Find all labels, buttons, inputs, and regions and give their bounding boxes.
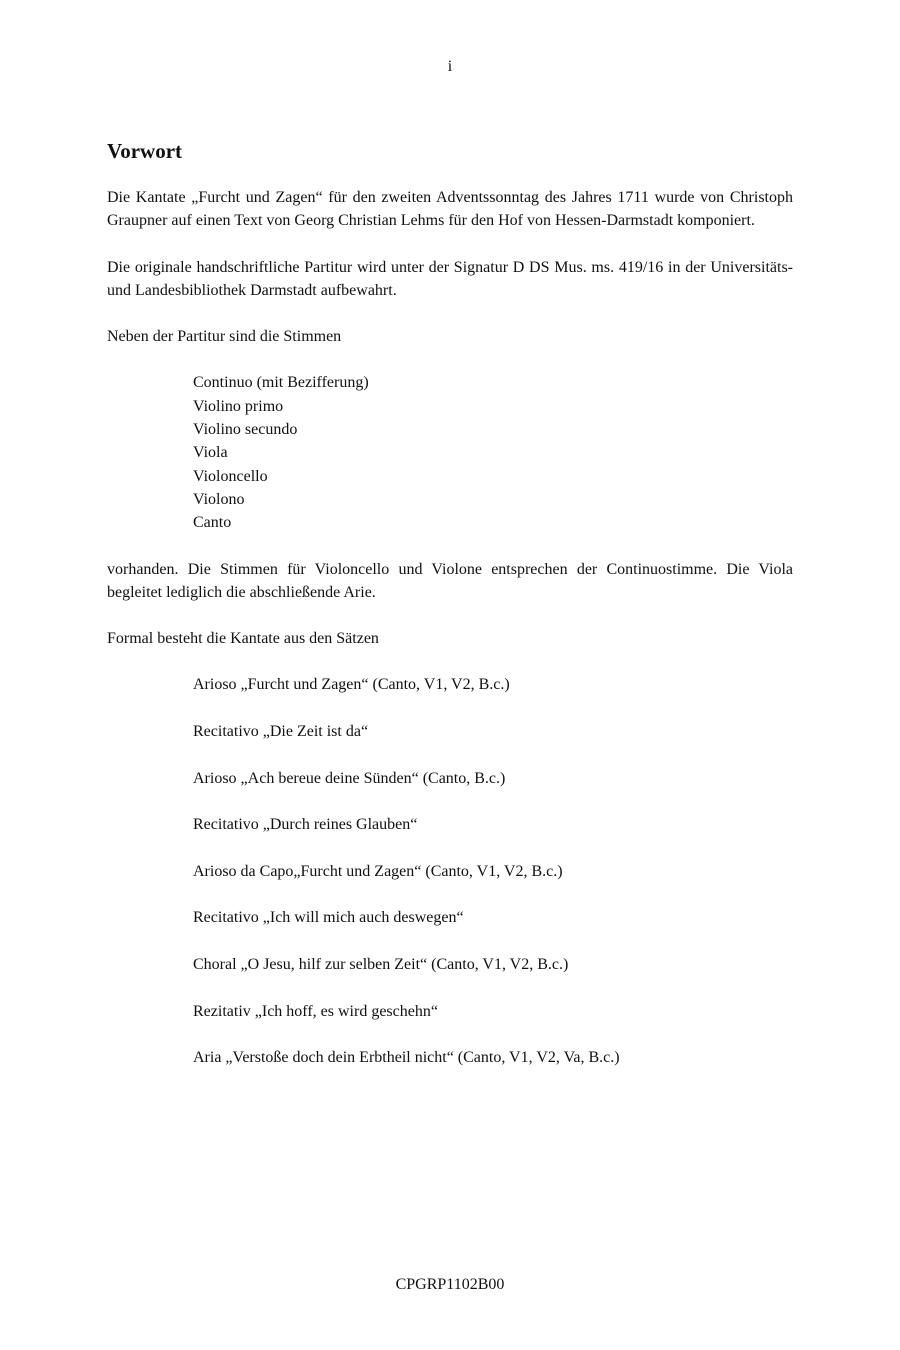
instrument-item: Violino secundo — [193, 421, 298, 439]
instrument-item: Violino primo — [193, 397, 284, 415]
movements-intro-paragraph: Formal besteht die Kantate aus den Sätzen — [107, 630, 379, 648]
instrument-item: Viola — [193, 444, 228, 462]
movement-item: Recitativo „Ich will mich auch deswegen“ — [193, 909, 464, 927]
footer-code: CPGRP1102B00 — [395, 1276, 505, 1293]
instrument-list — [193, 371, 793, 534]
movement-item: Recitativo „Die Zeit ist da“ — [193, 723, 369, 741]
movement-item: Aria „Verstoße doch dein Erbtheil nicht“ (Canto, V1, V2, Va, B.c.) — [193, 1049, 620, 1067]
movement-item: Rezitativ „Ich hoff, es wird geschehn“ — [193, 1002, 438, 1020]
instrument-item: Violono — [193, 490, 245, 508]
manuscript-paragraph: Die originale handschriftliche Partitur wird unter der Signatur D DS Mus. ms. 419/16 in der Universitäts- und Landesbibliothek Darmstadt aufbewahrt. — [107, 258, 793, 299]
section-title: Vorwort — [107, 139, 183, 163]
movement-list — [193, 673, 793, 1069]
movement-item: Choral „O Jesu, hilf zur selben Zeit“ (Canto, V1, V2, B.c.) — [193, 956, 569, 974]
instrument-item: Canto — [193, 514, 232, 532]
parts-outro-paragraph: vorhanden. Die Stimmen für Violoncello und Violone entsprechen der Continuostimme. Die Viola begleitet lediglich die abschließende Arie. — [107, 560, 793, 601]
movement-item: Arioso „Furcht und Zagen“ (Canto, V1, V2, B.c.) — [193, 676, 510, 694]
page-number: i — [447, 58, 453, 75]
movement-item: Arioso da Capo„Furcht und Zagen“ (Canto, V1, V2, B.c.) — [193, 862, 563, 880]
intro-paragraph: Die Kantate „Furcht und Zagen“ für den zweiten Adventssonntag des Jahres 1711 wurde von Christoph Graupner auf einen Text von Georg Christian Lehms für den Hof von Hessen-Darmstadt komponiert. — [107, 189, 793, 230]
movement-item: Arioso „Ach bereue deine Sünden“ (Canto, B.c.) — [193, 769, 506, 787]
movement-item: Recitativo „Durch reines Glauben“ — [193, 816, 418, 834]
instrument-item: Violoncello — [193, 467, 268, 485]
parts-intro-paragraph: Neben der Partitur sind die Stimmen — [107, 328, 342, 346]
document-body — [107, 138, 793, 1093]
instrument-item: Continuo (mit Bezifferung) — [193, 374, 369, 392]
